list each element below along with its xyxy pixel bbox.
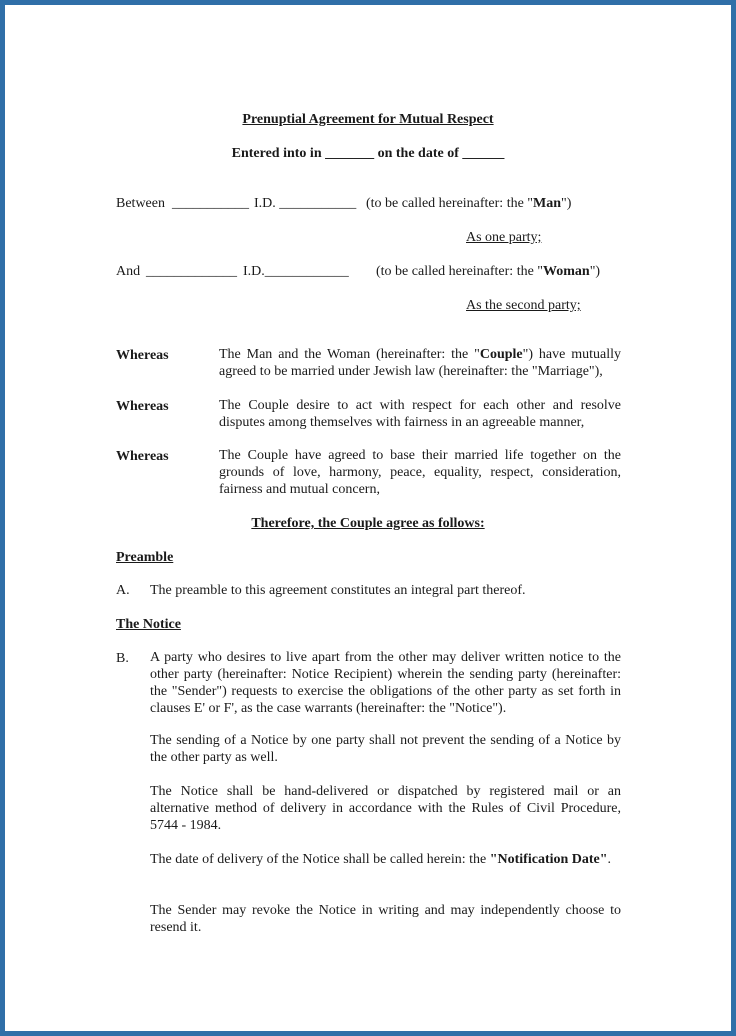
notice-paragraph-5: The Sender may revoke the Notice in writing and may independently choose to resend it. — [150, 903, 621, 935]
between-label: Between — [116, 196, 165, 211]
whereas-clause-2: The Couple desire to act with respect for each other and resolve disputes among themselves with fairness in an agreeable manner, — [219, 398, 621, 430]
notice-paragraph-1: A party who desires to live apart from the other may deliver written notice to the other party (hereinafter: Notice Recipient) wherein the sending party (hereinafter: the "Sender") requests to exercise the obligations of the other party as set forth in clauses E' or F', as the case warrants (hereinafter: the "Notice"). — [150, 650, 621, 716]
clause-letter-a: A. — [116, 583, 130, 598]
preamble-text: The preamble to this agreement constitutes an integral part thereof. — [150, 583, 526, 598]
notice-heading: The Notice — [116, 617, 181, 632]
and-name-blank: _____________ — [146, 264, 237, 279]
entered-into-line: Entered into in _______ on the date of ______ — [231, 146, 505, 161]
clause-letter-b: B. — [116, 651, 129, 666]
whereas-label-2: Whereas — [116, 399, 169, 414]
and-label: And — [116, 264, 141, 279]
whereas-label-3: Whereas — [116, 449, 169, 464]
one-party-label: As one party; — [466, 230, 542, 245]
whereas-clause-1: The Man and the Woman (hereinafter: the "Couple") have mutually agreed to be married under Jewish law (hereinafter: the "Marriage"), — [219, 347, 621, 379]
preamble-heading: Preamble — [116, 550, 174, 565]
notice-paragraph-2: The sending of a Notice by one party shall not prevent the sending of a Notice by the other party as well. — [150, 733, 621, 765]
whereas-clause-3: The Couple have agreed to base their married life together on the grounds of love, harmony, peace, equality, respect, consideration, fairness and mutual concern, — [219, 448, 621, 497]
between-id: I.D. ___________ — [254, 196, 357, 211]
whereas-label-1: Whereas — [116, 348, 169, 363]
notice-paragraph-3: The Notice shall be hand-delivered or dispatched by registered mail or an alternative method of delivery in accordance with the Rules of Civil Procedure, 5744 - 1984. — [150, 784, 621, 833]
second-party-label: As the second party; — [466, 298, 581, 313]
man-designation: (to be called hereinafter: the "Man") — [366, 196, 572, 211]
between-name-blank: ___________ — [172, 196, 249, 211]
and-id: I.D.____________ — [243, 264, 349, 279]
document-title: Prenuptial Agreement for Mutual Respect — [242, 112, 494, 127]
notice-paragraph-4: The date of delivery of the Notice shall be called herein: the "Notification Date". — [150, 852, 612, 867]
woman-designation: (to be called hereinafter: the "Woman") — [376, 264, 601, 279]
therefore-heading: Therefore, the Couple agree as follows: — [251, 516, 485, 531]
